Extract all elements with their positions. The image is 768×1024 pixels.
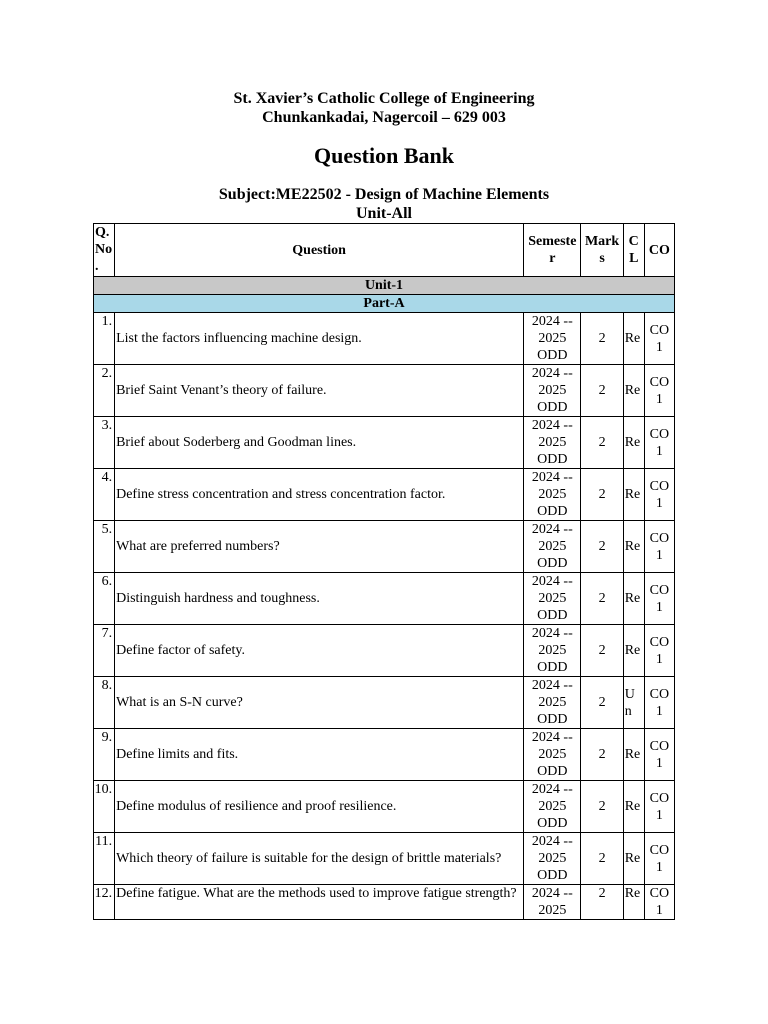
cl-cell: Re bbox=[623, 573, 644, 625]
semester-cell: 2024 -- 2025 ODD bbox=[524, 521, 581, 573]
table-row bbox=[94, 417, 675, 469]
subject-header bbox=[0, 185, 768, 223]
question-number: 1. bbox=[94, 313, 115, 365]
question-number: 4. bbox=[94, 469, 115, 521]
subject-line: Subject:ME22502 - Design of Machine Elements bbox=[218, 186, 550, 203]
marks-cell: 2 bbox=[581, 417, 623, 469]
table-row bbox=[94, 469, 675, 521]
part-label: Part-A bbox=[94, 295, 675, 313]
co-cell: CO 1 bbox=[644, 885, 674, 920]
co-cell: CO 1 bbox=[644, 521, 674, 573]
semester-cell: 2024 -- 2025 ODD bbox=[524, 677, 581, 729]
cl-cell: Re bbox=[623, 729, 644, 781]
question-text: Define factor of safety. bbox=[115, 625, 524, 677]
co-cell: CO 1 bbox=[644, 365, 674, 417]
unit-label: Unit-1 bbox=[94, 277, 675, 295]
question-text: Define modulus of resilience and proof resilience. bbox=[115, 781, 524, 833]
question-text: Define fatigue. What are the methods used to improve fatigue strength? bbox=[115, 885, 524, 920]
co-cell: CO 1 bbox=[644, 729, 674, 781]
table-row bbox=[94, 677, 675, 729]
header-marks: Mark s bbox=[581, 224, 623, 277]
co-cell: CO 1 bbox=[644, 573, 674, 625]
marks-cell: 2 bbox=[581, 729, 623, 781]
marks-cell: 2 bbox=[581, 313, 623, 365]
table-row bbox=[94, 365, 675, 417]
unit-row bbox=[94, 277, 675, 295]
header-qno: Q. No . bbox=[94, 224, 115, 277]
question-number: 8. bbox=[94, 677, 115, 729]
table-header-row bbox=[94, 224, 675, 277]
table-row bbox=[94, 885, 675, 920]
marks-cell: 2 bbox=[581, 781, 623, 833]
question-text: What is an S-N curve? bbox=[115, 677, 524, 729]
cl-cell: Re bbox=[623, 417, 644, 469]
question-number: 11. bbox=[94, 833, 115, 885]
semester-cell: 2024 -- 2025 ODD bbox=[524, 313, 581, 365]
question-number: 3. bbox=[94, 417, 115, 469]
question-table bbox=[93, 223, 675, 920]
header-semester: Semeste r bbox=[524, 224, 581, 277]
semester-cell: 2024 -- 2025 bbox=[524, 885, 581, 920]
semester-cell: 2024 -- 2025 ODD bbox=[524, 625, 581, 677]
semester-cell: 2024 -- 2025 ODD bbox=[524, 469, 581, 521]
semester-cell: 2024 -- 2025 ODD bbox=[524, 365, 581, 417]
marks-cell: 2 bbox=[581, 365, 623, 417]
question-text: Brief about Soderberg and Goodman lines. bbox=[115, 417, 524, 469]
unit-scope: Unit-All bbox=[356, 205, 412, 222]
question-number: 10. bbox=[94, 781, 115, 833]
question-text: List the factors influencing machine design. bbox=[115, 313, 524, 365]
marks-cell: 2 bbox=[581, 625, 623, 677]
doc-title: Question Bank bbox=[314, 143, 454, 168]
college-address: Chunkankadai, Nagercoil – 629 003 bbox=[262, 109, 506, 126]
marks-cell: 2 bbox=[581, 469, 623, 521]
question-number: 5. bbox=[94, 521, 115, 573]
cl-cell: Re bbox=[623, 365, 644, 417]
cl-cell: Re bbox=[623, 521, 644, 573]
semester-cell: 2024 -- 2025 ODD bbox=[524, 573, 581, 625]
question-text: Brief Saint Venant’s theory of failure. bbox=[115, 365, 524, 417]
college-header bbox=[0, 89, 768, 127]
semester-cell: 2024 -- 2025 ODD bbox=[524, 729, 581, 781]
table-row bbox=[94, 833, 675, 885]
question-text: What are preferred numbers? bbox=[115, 521, 524, 573]
cl-cell: Re bbox=[623, 885, 644, 920]
marks-cell: 2 bbox=[581, 833, 623, 885]
co-cell: CO 1 bbox=[644, 313, 674, 365]
semester-cell: 2024 -- 2025 ODD bbox=[524, 781, 581, 833]
cl-cell: Re bbox=[623, 833, 644, 885]
part-row bbox=[94, 295, 675, 313]
question-text: Distinguish hardness and toughness. bbox=[115, 573, 524, 625]
co-cell: CO 1 bbox=[644, 625, 674, 677]
co-cell: CO 1 bbox=[644, 469, 674, 521]
table-row bbox=[94, 781, 675, 833]
college-name: St. Xavier’s Catholic College of Engineering bbox=[233, 90, 535, 107]
header-cl: C L bbox=[623, 224, 644, 277]
co-cell: CO 1 bbox=[644, 833, 674, 885]
marks-cell: 2 bbox=[581, 677, 623, 729]
co-cell: CO 1 bbox=[644, 781, 674, 833]
question-text: Define stress concentration and stress concentration factor. bbox=[115, 469, 524, 521]
cl-cell: Re bbox=[623, 469, 644, 521]
cl-cell: Re bbox=[623, 313, 644, 365]
question-number: 12. bbox=[94, 885, 115, 920]
question-text: Define limits and fits. bbox=[115, 729, 524, 781]
header-question: Question bbox=[115, 224, 524, 277]
header-co: CO bbox=[644, 224, 674, 277]
cl-cell: Re bbox=[623, 781, 644, 833]
co-cell: CO 1 bbox=[644, 677, 674, 729]
table-row bbox=[94, 573, 675, 625]
table-row bbox=[94, 521, 675, 573]
table-row bbox=[94, 729, 675, 781]
cl-cell: Re bbox=[623, 625, 644, 677]
question-text: Which theory of failure is suitable for the design of brittle materials? bbox=[115, 833, 524, 885]
marks-cell: 2 bbox=[581, 521, 623, 573]
question-number: 2. bbox=[94, 365, 115, 417]
semester-cell: 2024 -- 2025 ODD bbox=[524, 417, 581, 469]
table-row bbox=[94, 625, 675, 677]
table-row bbox=[94, 313, 675, 365]
question-number: 9. bbox=[94, 729, 115, 781]
question-number: 7. bbox=[94, 625, 115, 677]
semester-cell: 2024 -- 2025 ODD bbox=[524, 833, 581, 885]
co-cell: CO 1 bbox=[644, 417, 674, 469]
marks-cell: 2 bbox=[581, 573, 623, 625]
cl-cell: U n bbox=[623, 677, 644, 729]
question-number: 6. bbox=[94, 573, 115, 625]
marks-cell: 2 bbox=[581, 885, 623, 920]
